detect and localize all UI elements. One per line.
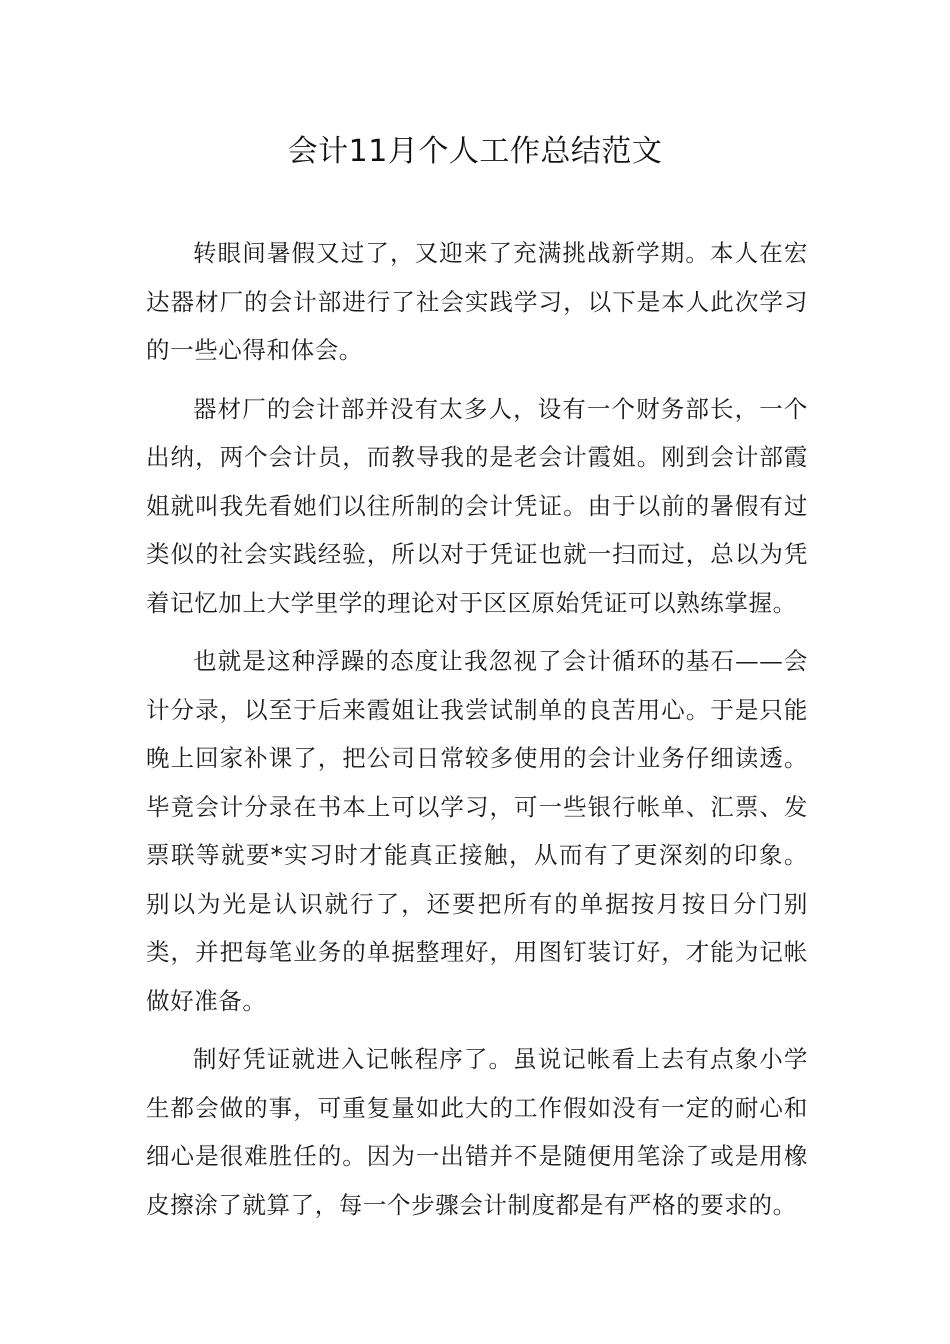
document-title: 会计11月个人工作总结范文 [287, 134, 663, 169]
paragraph-4: 制好凭证就进入记帐程序了。虽说记帐看上去有点象小学生都会做的事，可重复量如此大的工作假如没有一定的耐心和细心是很难胜任的。因为一出错并不是随便用笔涂了或是用橡皮擦涂了就算了，每一个步骤会计制度都是有严格的要求的。 [146, 1045, 808, 1219]
document-body [146, 229, 808, 1239]
paragraph-3: 也就是这种浮躁的态度让我忽视了会计循环的基石——会计分录，以至于后来霞姐让我尝试制单的良苦用心。于是只能晚上回家补课了，把公司日常较多使用的会计业务仔细读透。毕竟会计分录在书本上可以学习，可一些银行帐单、汇票、发票联等就要*实习时才能真正接触，从而有了更深刻的印象。别以为光是认识就行了，还要把所有的单据按月按日分门别类，并把每笔业务的单据整理好，用图钉装订好，才能为记帐做好准备。 [146, 647, 808, 1015]
paragraph-2: 器材厂的会计部并没有太多人，设有一个财务部长，一个出纳，两个会计员，而教导我的是老会计霞姐。刚到会计部霞姐就叫我先看她们以往所制的会计凭证。由于以前的暑假有过类似的社会实践经验，所以对于凭证也就一扫而过，总以为凭着记忆加上大学里学的理论对于区区原始凭证可以熟练掌握。 [146, 394, 808, 617]
paragraph-1: 转眼间暑假又过了，又迎来了充满挑战新学期。本人在宏达器材厂的会计部进行了社会实践学习，以下是本人此次学习的一些心得和体会。 [146, 239, 808, 364]
